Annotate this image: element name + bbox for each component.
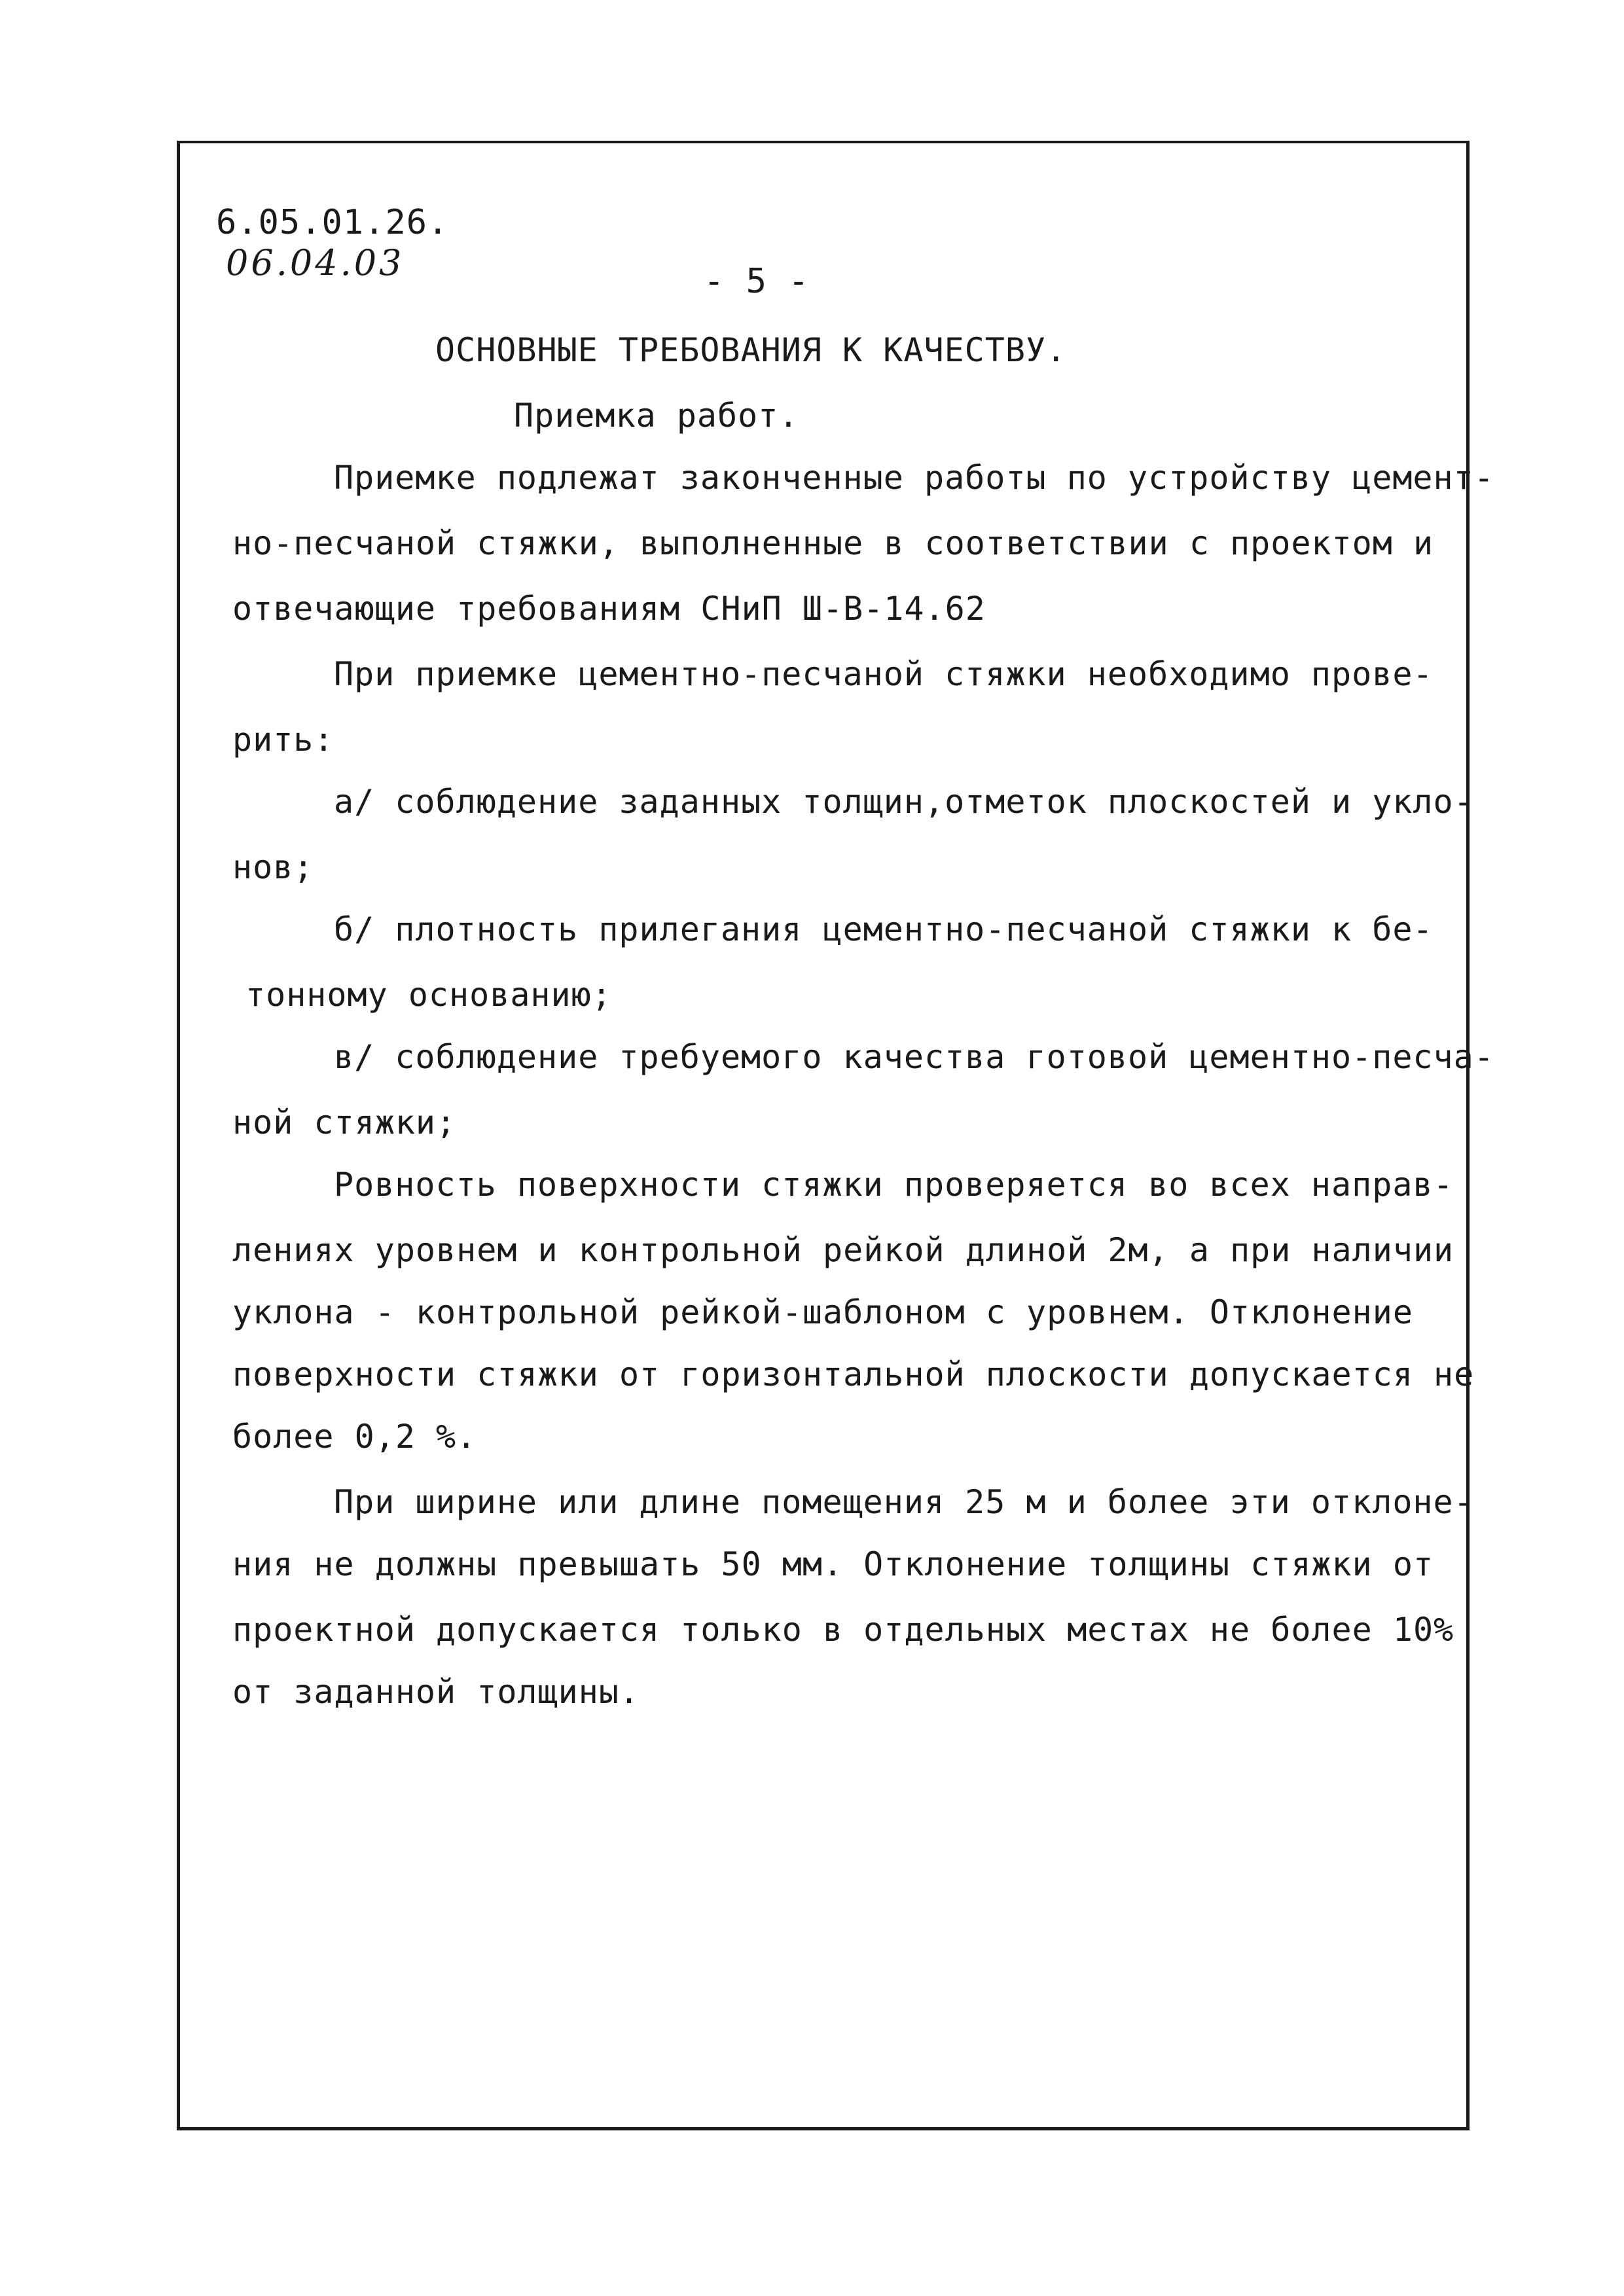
body-line: Приемке подлежат законченные работы по устройству цемент- <box>334 459 1494 497</box>
body-line: но-песчаной стяжки, выполненные в соответствии с проектом и <box>232 524 1434 562</box>
handwritten-code: 06.04.03 <box>226 242 405 283</box>
body-line: ной стяжки; <box>232 1103 457 1141</box>
body-line: отвечающие требованиям СНиП Ш-В-14.62 <box>232 590 986 628</box>
body-line: При ширине или длине помещения 25 м и более эти отклоне- <box>334 1483 1474 1521</box>
body-line: рить: <box>232 721 334 759</box>
document-code: 6.05.01.26. <box>216 203 449 242</box>
section-subtitle: Приемка работ. <box>514 397 799 435</box>
section-title: ОСНОВНЫЕ ТРЕБОВАНИЯ К КАЧЕСТВУ. <box>435 331 1067 369</box>
body-line: в/ соблюдение требуемого качества готовой цементно-песча- <box>334 1038 1494 1076</box>
page-number: - 5 - <box>704 262 810 301</box>
body-line: лениях уровнем и контрольной рейкой длиной 2м, а при наличии <box>232 1231 1454 1269</box>
body-line: поверхности стяжки от горизонтальной плоскости допускается не <box>232 1355 1475 1393</box>
body-line: б/ плотность прилегания цементно-песчаной стяжки к бе- <box>334 910 1434 948</box>
body-line: ния не должны превышать 50 мм. Отклонение толщины стяжки от <box>232 1545 1434 1583</box>
body-line: от заданной толщины. <box>232 1673 640 1711</box>
body-line: более 0,2 %. <box>232 1418 477 1456</box>
body-line: При приемке цементно-песчаной стяжки необходимо прове- <box>334 655 1434 693</box>
body-line: а/ соблюдение заданных толщин,отметок плоскостей и укло- <box>334 783 1474 821</box>
body-line: Ровность поверхности стяжки проверяется во всех направ- <box>334 1166 1454 1204</box>
body-line: нов; <box>232 848 314 886</box>
body-line: проектной допускается только в отдельных местах не более 10% <box>232 1611 1454 1649</box>
body-line: тонному основанию; <box>245 976 612 1014</box>
body-line: уклона - контрольной рейкой-шаблоном с уровнем. Отклонение <box>232 1293 1413 1331</box>
